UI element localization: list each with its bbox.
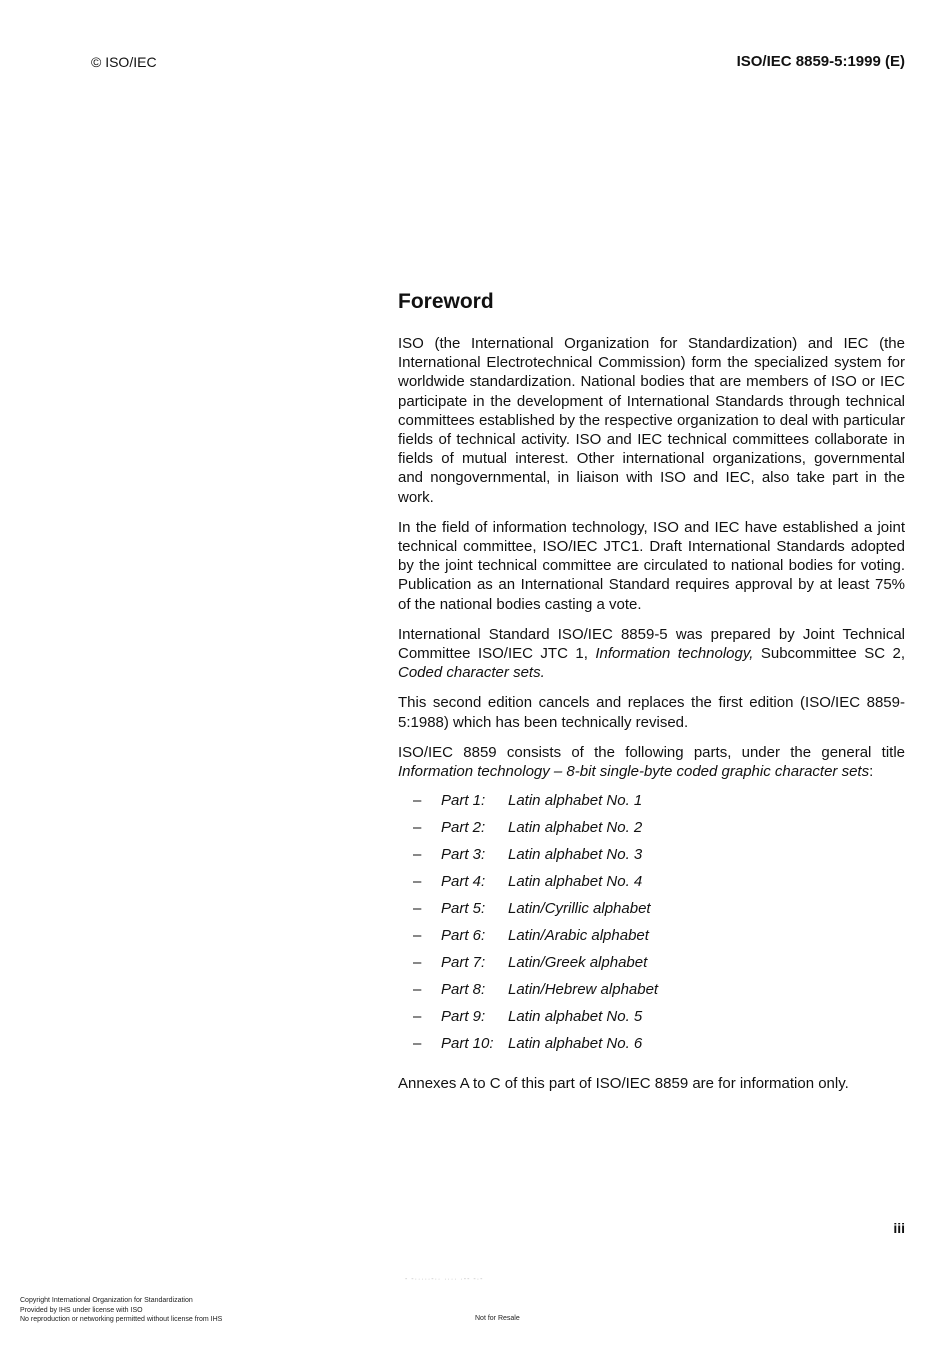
paragraph-second-edition: This second edition cancels and replaces the first edition (ISO/IEC 8859-5:1988) which has been technically revised. <box>398 694 905 731</box>
part-title: Latin/Greek alphabet <box>508 954 648 972</box>
paragraph-parts-intro <box>398 743 905 781</box>
part-label: Part 3: <box>441 846 486 864</box>
faint-scan-marks: - -·····-·· ···· ·-- -·- <box>405 1276 484 1283</box>
paragraph-annexes: Annexes A to C of this part of ISO/IEC 8859 are for information only. <box>398 1075 849 1093</box>
list-item <box>398 819 905 846</box>
page-number: iii <box>893 1220 905 1236</box>
part-label: Part 10: <box>441 1035 494 1053</box>
list-item <box>398 846 905 873</box>
part-title: Latin alphabet No. 6 <box>508 1035 643 1053</box>
part-label: Part 6: <box>441 927 486 945</box>
part-label: Part 9: <box>441 1008 486 1026</box>
list-item <box>398 900 905 927</box>
parts-intro-colon: : <box>869 763 874 781</box>
list-item <box>398 927 905 954</box>
paragraph-jtc1: In the field of information technology, ISO and IEC have established a joint technical committee, ISO/IEC JTC1. Draft International Standards adopted by the joint technical committee are circulated to national bodies for voting. Publication as an International Standard requires approval by at least 75% of the national bodies casting a vote. <box>398 518 905 613</box>
part-title: Latin/Cyrillic alphabet <box>508 900 651 918</box>
list-item <box>398 1035 905 1062</box>
footer-line-1: Copyright International Organization for Standardization <box>20 1297 193 1304</box>
list-item <box>398 792 905 819</box>
prepared-by-subcommittee: Subcommittee SC 2, <box>753 645 905 663</box>
part-label: Part 4: <box>441 873 486 891</box>
list-item <box>398 981 905 1008</box>
prepared-by-subcommittee-title: Coded character sets. <box>398 664 545 682</box>
list-dash: – <box>413 900 422 918</box>
footer-line-2: Provided by IHS under license with ISO <box>20 1306 143 1314</box>
list-dash: – <box>413 1008 422 1026</box>
part-title: Latin alphabet No. 5 <box>508 1008 643 1026</box>
list-dash: – <box>413 792 422 810</box>
part-title: Latin alphabet No. 1 <box>508 792 643 810</box>
foreword-section <box>398 290 905 1104</box>
part-label: Part 2: <box>441 819 486 837</box>
paragraph-prepared-by <box>398 625 905 683</box>
part-label: Part 8: <box>441 981 486 999</box>
list-dash: – <box>413 846 422 864</box>
part-label: Part 1: <box>441 792 486 810</box>
list-dash: – <box>413 954 422 972</box>
footer-copyright <box>20 1296 222 1325</box>
header-standard-number: ISO/IEC 8859-5:1999 (E) <box>736 53 905 70</box>
parts-list <box>398 792 905 1062</box>
part-title: Latin alphabet No. 2 <box>508 819 643 837</box>
prepared-by-text: International Standard ISO/IEC 8859-5 was prepared by Joint Technical Committee ISO/IEC JTC 1, <box>398 625 905 663</box>
part-title: Latin alphabet No. 4 <box>508 873 643 891</box>
list-item <box>398 873 905 900</box>
paragraph-iso-iec-intro: ISO (the International Organization for Standardization) and IEC (the International Electrotechnical Commission) form the specialized system for worldwide standardization. National bodies that are members of ISO or IEC participate in the development of International Standards through technical committees established by the respective organization to deal with particular fields of technical activity. ISO and IEC technical committees collaborate in fields of mutual interest. Other international organizations, governmental and nongovernmental, in liaison with ISO and IEC, also take part in the work. <box>398 335 905 506</box>
part-label: Part 7: <box>441 954 486 972</box>
header-copyright: © ISO/IEC <box>91 54 157 70</box>
footer-line-3: No reproduction or networking permitted without license from IHS <box>20 1316 223 1323</box>
part-title: Latin/Arabic alphabet <box>508 927 649 945</box>
list-dash: – <box>413 873 422 891</box>
footer-not-for-resale: Not for Resale <box>475 1315 520 1322</box>
prepared-by-committee-title: Information technology, <box>595 645 754 663</box>
list-dash: – <box>413 1035 422 1053</box>
list-item <box>398 954 905 981</box>
part-label: Part 5: <box>441 900 486 918</box>
list-dash: – <box>413 981 422 999</box>
part-title: Latin/Hebrew alphabet <box>508 981 659 999</box>
part-title: Latin alphabet No. 3 <box>508 846 643 864</box>
foreword-title: Foreword <box>398 290 494 313</box>
parts-general-title: Information technology – 8-bit single-byte coded graphic character sets <box>398 763 870 781</box>
list-dash: – <box>413 819 422 837</box>
list-item <box>398 1008 905 1035</box>
list-dash: – <box>413 927 422 945</box>
parts-intro-text: ISO/IEC 8859 consists of the following parts, under the general title <box>398 743 905 761</box>
